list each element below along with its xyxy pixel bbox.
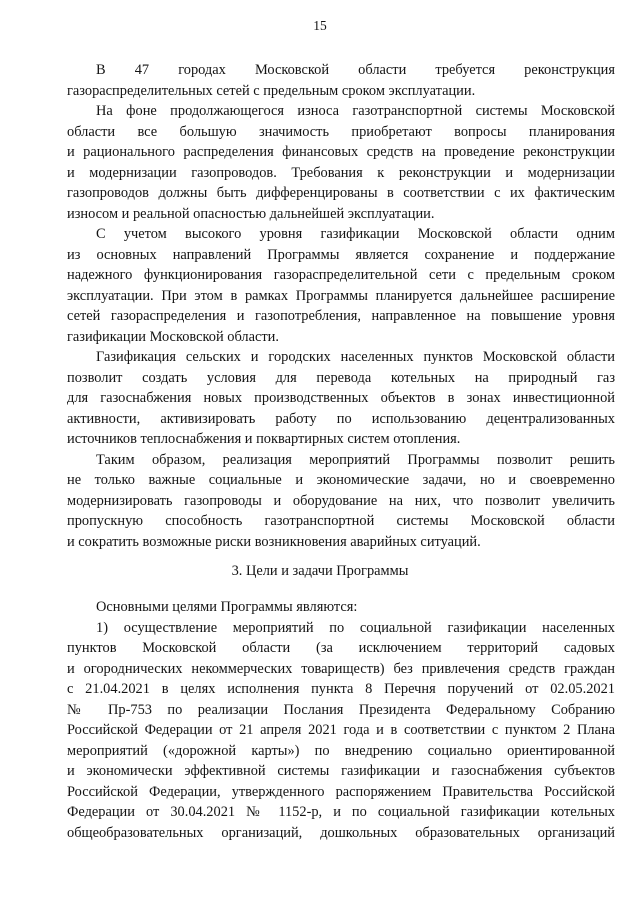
text-line: области все большую значимость приобретают вопросы планирования (67, 123, 615, 140)
text-line: с 21.04.2021 в целях исполнения пункта 8 Перечня поручений от 02.05.2021 (67, 681, 615, 697)
text-line: Газификация сельских и городских населенных пунктов Московской области (96, 349, 615, 365)
section-heading: 3. Цели и задачи Программы (231, 563, 409, 579)
text-line: эксплуатации. При этом в рамках Программы планируется дальнейшее расширение (67, 287, 615, 304)
text-line: пропускную способность газотранспортной системы Московской области (67, 513, 615, 529)
text-line: для газоснабжения новых производственных объектов в зонах инвестиционной (67, 390, 615, 406)
text-line: № Пр-753 по реализации Послания Президента Федеральному Собранию (67, 701, 615, 718)
text-line: общеобразовательных организаций, дошкольных образовательных организаций (67, 824, 615, 841)
text-line: Основными целями Программы являются: (96, 599, 358, 615)
text-line: и рационального распределения финансовых средств на проведение реконструкции (67, 144, 615, 160)
text-line: пунктов Московской области (за исключением территорий садовых (67, 640, 615, 656)
text-line: Российской Федерации от 21 апреля 2021 года и в соответствии с пунктом 2 Плана (67, 722, 615, 738)
text-line: газопроводов должны быть дифференцированы в соответствии с их фактическим (67, 185, 615, 201)
text-line: и экономически эффективной системы газификации и газоснабжения субъектов (67, 763, 615, 779)
text-line: Таким образом, реализация мероприятий Программы позволит решить (96, 451, 615, 468)
body-text-intro (67, 60, 615, 552)
text-line: источников теплоснабжения и поквартирных систем отопления. (67, 431, 461, 447)
text-line: Федерации от 30.04.2021 № 1152-р, и по социальной газификации котельных (67, 804, 615, 820)
text-line: газораспределительных сетей с предельным сроком эксплуатации. (67, 82, 476, 99)
text-line: и сократить возможные риски возникновения аварийных ситуаций. (67, 533, 481, 550)
text-line: надежного функционирования газораспределительной сети с предельным сроком (67, 267, 615, 283)
text-line: активности, активизировать работу по использованию децентрализованных (67, 410, 615, 427)
text-line: С учетом высокого уровня газификации Московской области одним (96, 226, 615, 242)
text-line: Российской Федерации, утвержденного распоряжением Правительства Российской (67, 783, 615, 800)
text-line: газификации Московской области. (67, 328, 279, 345)
text-line: и модернизации газопроводов. Требования к реконструкции и модернизации (67, 164, 615, 181)
text-line: не только важные социальные и экономические задачи, но и своевременно (67, 472, 615, 488)
text-line: модернизировать газопроводы и оборудование на них, что позволит увеличить (67, 492, 615, 509)
text-line: износом и реальной опасностью дальнейшей эксплуатации. (67, 205, 435, 222)
text-line: сетей газораспределения и газопотребления, направленное на повышение уровня (67, 308, 615, 324)
text-line: На фоне продолжающегося износа газотранспортной системы Московской (96, 103, 615, 119)
text-line: мероприятий («дорожной карты») по внедрению социально ориентированной (67, 742, 615, 759)
text-line: из основных направлений Программы является сохранение и поддержание (67, 246, 615, 263)
text-line: и огороднических некоммерческих товариществ) без привлечения средств граждан (67, 660, 615, 677)
body-text-goals (67, 597, 615, 843)
text-line: позволит создать условия для перевода котельных на природный газ (67, 369, 615, 386)
text-line: В 47 городах Московской области требуется реконструкция (96, 62, 615, 78)
page-number: 15 (313, 18, 327, 33)
text-line: 1) осуществление мероприятий по социальной газификации населенных (96, 619, 615, 636)
